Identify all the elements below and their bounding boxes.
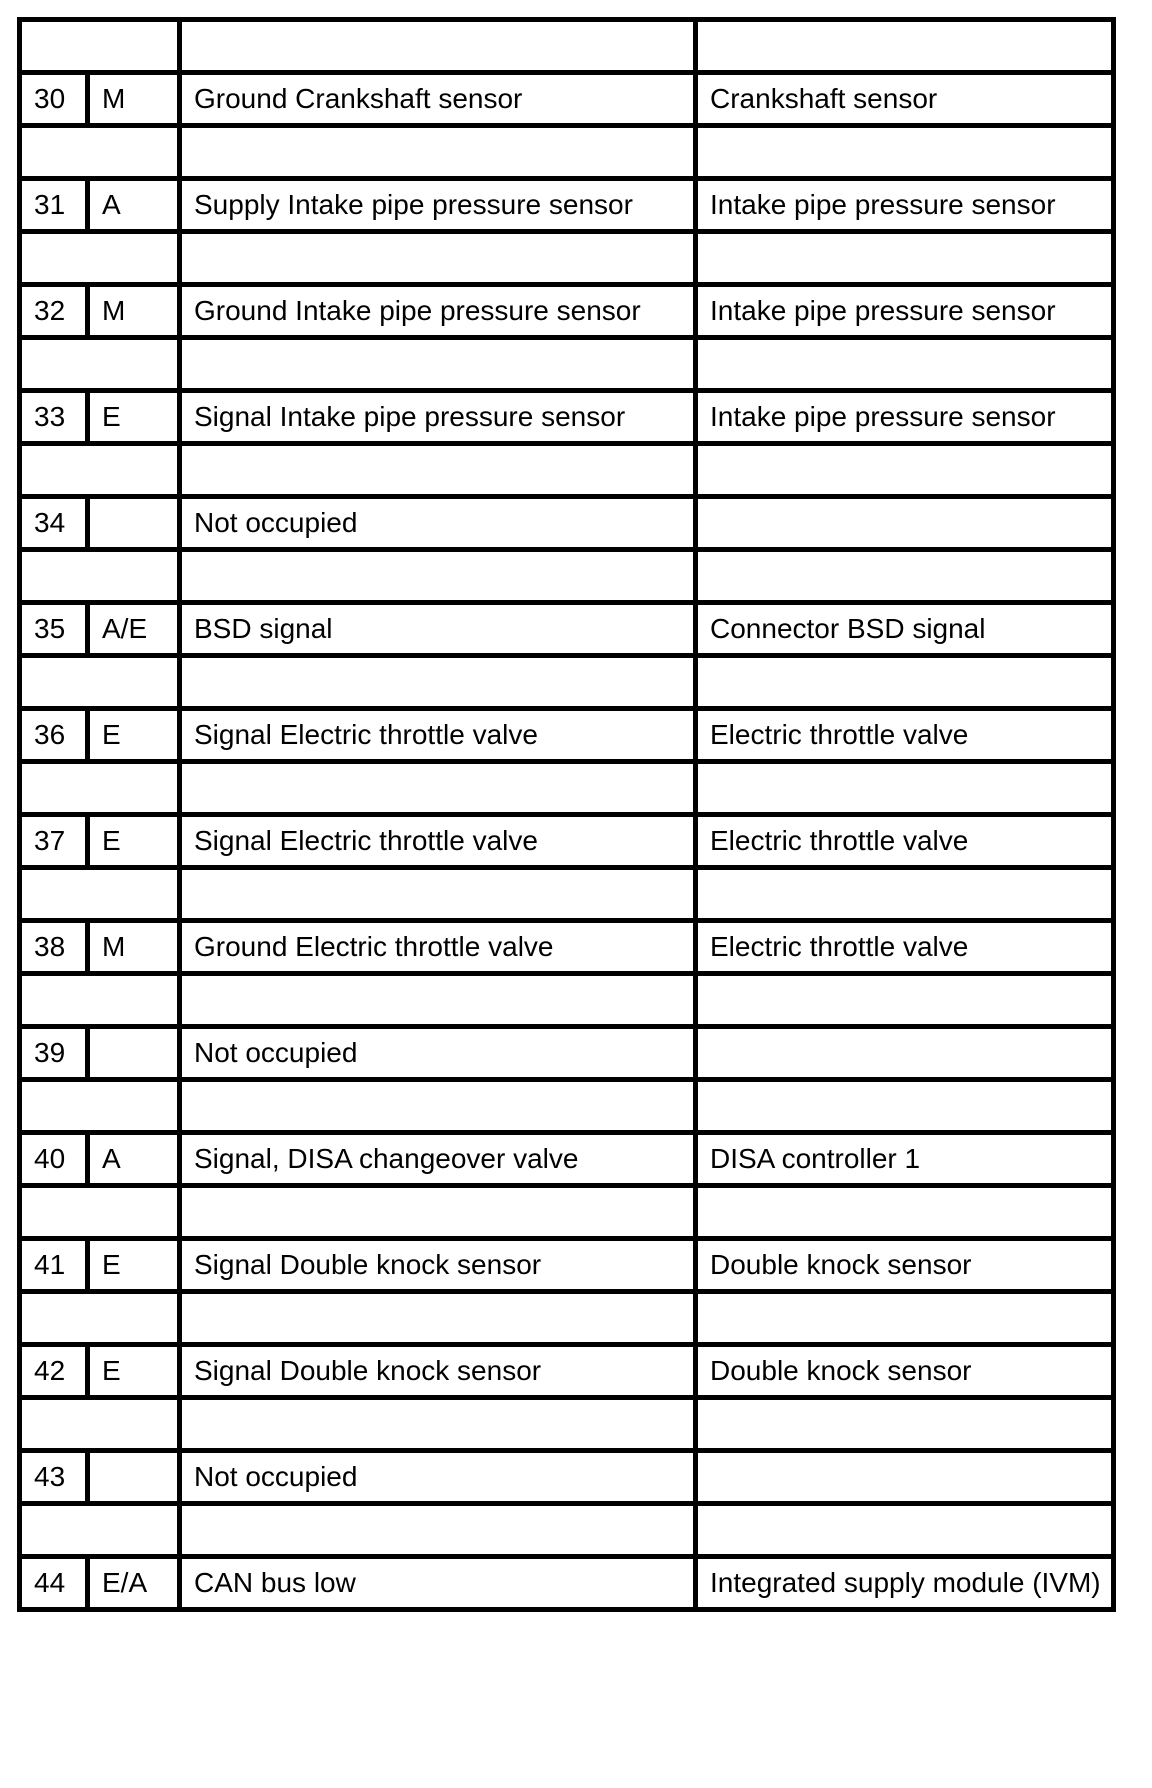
spacer-cell xyxy=(180,1186,696,1239)
spacer-row xyxy=(20,338,1114,391)
spacer-cell xyxy=(20,1080,180,1133)
pin-type-cell: M xyxy=(88,73,180,126)
table-row xyxy=(20,709,1114,762)
table-row xyxy=(20,1027,1114,1080)
pin-number-cell: 40 xyxy=(20,1133,88,1186)
component-cell: Double knock sensor xyxy=(696,1345,1114,1398)
pin-number-cell: 31 xyxy=(20,179,88,232)
spacer-cell xyxy=(180,656,696,709)
component-cell xyxy=(696,497,1114,550)
pin-type-cell: E xyxy=(88,1345,180,1398)
component-cell: Intake pipe pressure sensor xyxy=(696,179,1114,232)
spacer-cell xyxy=(20,1292,180,1345)
description-cell: BSD signal xyxy=(180,603,696,656)
component-cell: Integrated supply module (IVM) xyxy=(696,1557,1114,1610)
description-cell: Ground Electric throttle valve xyxy=(180,921,696,974)
pin-number-cell: 44 xyxy=(20,1557,88,1610)
pin-number-cell: 34 xyxy=(20,497,88,550)
pin-type-cell: E xyxy=(88,1239,180,1292)
description-cell: Signal Double knock sensor xyxy=(180,1239,696,1292)
spacer-cell xyxy=(180,338,696,391)
spacer-cell xyxy=(696,868,1114,921)
pin-type-cell: E/A xyxy=(88,1557,180,1610)
component-cell xyxy=(696,1451,1114,1504)
spacer-cell xyxy=(180,868,696,921)
spacer-cell xyxy=(180,1080,696,1133)
spacer-cell xyxy=(696,1292,1114,1345)
spacer-cell xyxy=(696,1080,1114,1133)
description-cell: Supply Intake pipe pressure sensor xyxy=(180,179,696,232)
spacer-cell xyxy=(180,126,696,179)
component-cell: Connector BSD signal xyxy=(696,603,1114,656)
pin-type-cell xyxy=(88,1451,180,1504)
spacer-cell xyxy=(180,550,696,603)
component-cell: Electric throttle valve xyxy=(696,709,1114,762)
spacer-cell xyxy=(180,1504,696,1557)
description-cell: Ground Crankshaft sensor xyxy=(180,73,696,126)
description-cell: Signal, DISA changeover valve xyxy=(180,1133,696,1186)
pin-number-cell: 36 xyxy=(20,709,88,762)
spacer-cell xyxy=(696,974,1114,1027)
spacer-cell xyxy=(20,126,180,179)
spacer-cell xyxy=(180,762,696,815)
spacer-cell xyxy=(20,868,180,921)
spacer-cell xyxy=(696,762,1114,815)
pin-number-cell: 37 xyxy=(20,815,88,868)
spacer-cell xyxy=(180,974,696,1027)
spacer-cell xyxy=(696,656,1114,709)
spacer-row xyxy=(20,444,1114,497)
spacer-cell xyxy=(20,338,180,391)
spacer-cell xyxy=(20,1504,180,1557)
description-cell: Not occupied xyxy=(180,1027,696,1080)
spacer-cell xyxy=(180,20,696,73)
component-cell: Double knock sensor xyxy=(696,1239,1114,1292)
spacer-cell xyxy=(20,1398,180,1451)
spacer-row xyxy=(20,1080,1114,1133)
component-cell: Intake pipe pressure sensor xyxy=(696,285,1114,338)
component-cell: Intake pipe pressure sensor xyxy=(696,391,1114,444)
spacer-row xyxy=(20,20,1114,73)
spacer-row xyxy=(20,1292,1114,1345)
pin-number-cell: 43 xyxy=(20,1451,88,1504)
spacer-cell xyxy=(696,232,1114,285)
pin-number-cell: 33 xyxy=(20,391,88,444)
spacer-cell xyxy=(180,1398,696,1451)
pin-type-cell: E xyxy=(88,709,180,762)
spacer-cell xyxy=(20,444,180,497)
spacer-cell xyxy=(180,444,696,497)
table-row xyxy=(20,73,1114,126)
pin-type-cell: M xyxy=(88,285,180,338)
description-cell: Not occupied xyxy=(180,1451,696,1504)
description-cell: Signal Electric throttle valve xyxy=(180,815,696,868)
spacer-cell xyxy=(20,550,180,603)
component-cell: Electric throttle valve xyxy=(696,815,1114,868)
pin-number-cell: 35 xyxy=(20,603,88,656)
spacer-cell xyxy=(20,974,180,1027)
pin-number-cell: 39 xyxy=(20,1027,88,1080)
pin-number-cell: 38 xyxy=(20,921,88,974)
table-row xyxy=(20,1239,1114,1292)
spacer-row xyxy=(20,1398,1114,1451)
table-row xyxy=(20,603,1114,656)
description-cell: CAN bus low xyxy=(180,1557,696,1610)
spacer-row xyxy=(20,656,1114,709)
spacer-cell xyxy=(180,232,696,285)
pin-number-cell: 42 xyxy=(20,1345,88,1398)
spacer-row xyxy=(20,550,1114,603)
spacer-row xyxy=(20,1504,1114,1557)
table-row xyxy=(20,497,1114,550)
spacer-cell xyxy=(20,762,180,815)
spacer-row xyxy=(20,974,1114,1027)
pin-type-cell: M xyxy=(88,921,180,974)
component-cell: Electric throttle valve xyxy=(696,921,1114,974)
component-cell: DISA controller 1 xyxy=(696,1133,1114,1186)
spacer-cell xyxy=(696,1504,1114,1557)
spacer-row xyxy=(20,126,1114,179)
pin-type-cell: E xyxy=(88,815,180,868)
table-row xyxy=(20,921,1114,974)
spacer-cell xyxy=(696,444,1114,497)
component-cell: Crankshaft sensor xyxy=(696,73,1114,126)
table-row xyxy=(20,179,1114,232)
spacer-cell xyxy=(696,20,1114,73)
spacer-row xyxy=(20,762,1114,815)
description-cell: Not occupied xyxy=(180,497,696,550)
spacer-cell xyxy=(696,338,1114,391)
pin-assignment-table xyxy=(17,17,1116,1612)
pin-type-cell: A/E xyxy=(88,603,180,656)
table-row xyxy=(20,1557,1114,1610)
spacer-row xyxy=(20,232,1114,285)
spacer-cell xyxy=(20,1186,180,1239)
pin-type-cell xyxy=(88,1027,180,1080)
pin-type-cell: A xyxy=(88,1133,180,1186)
table-row xyxy=(20,1451,1114,1504)
component-cell xyxy=(696,1027,1114,1080)
description-cell: Signal Electric throttle valve xyxy=(180,709,696,762)
spacer-row xyxy=(20,1186,1114,1239)
spacer-cell xyxy=(696,550,1114,603)
table-row xyxy=(20,285,1114,338)
table-row xyxy=(20,391,1114,444)
pin-number-cell: 30 xyxy=(20,73,88,126)
pin-type-cell xyxy=(88,497,180,550)
description-cell: Signal Double knock sensor xyxy=(180,1345,696,1398)
table-row xyxy=(20,1345,1114,1398)
description-cell: Signal Intake pipe pressure sensor xyxy=(180,391,696,444)
spacer-cell xyxy=(20,232,180,285)
spacer-row xyxy=(20,868,1114,921)
pin-number-cell: 41 xyxy=(20,1239,88,1292)
spacer-cell xyxy=(20,656,180,709)
pin-type-cell: A xyxy=(88,179,180,232)
spacer-cell xyxy=(696,126,1114,179)
spacer-cell xyxy=(180,1292,696,1345)
spacer-cell xyxy=(696,1186,1114,1239)
description-cell: Ground Intake pipe pressure sensor xyxy=(180,285,696,338)
table-row xyxy=(20,815,1114,868)
table-row xyxy=(20,1133,1114,1186)
spacer-cell xyxy=(696,1398,1114,1451)
pin-type-cell: E xyxy=(88,391,180,444)
pin-table-body xyxy=(20,20,1114,1610)
spacer-cell xyxy=(20,20,180,73)
pin-number-cell: 32 xyxy=(20,285,88,338)
